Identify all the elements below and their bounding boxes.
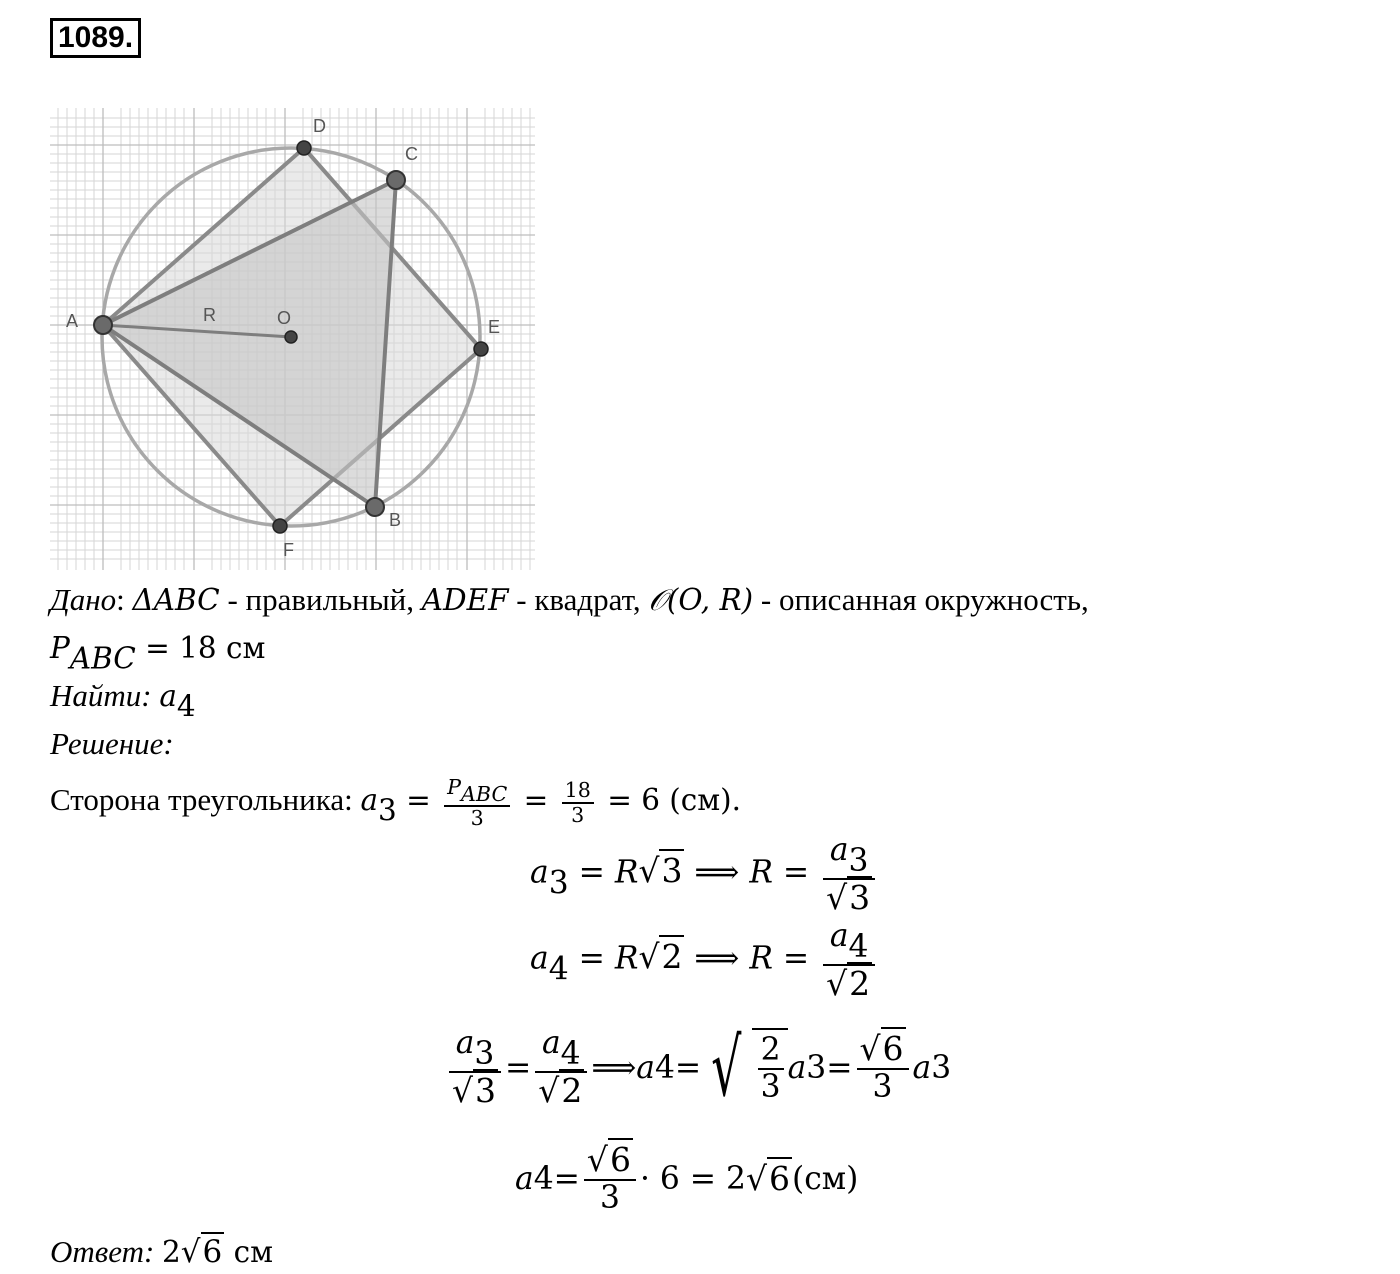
- square-name: ADEF: [421, 583, 509, 617]
- eq2-mid: = R: [568, 940, 639, 977]
- eq4-root: √6: [745, 1158, 790, 1198]
- perimeter-value: = 18 см: [135, 631, 266, 665]
- step-1: [50, 770, 741, 840]
- circle-name: 𝒪(O, R): [648, 583, 754, 617]
- eq1-num-sub: 3: [848, 842, 869, 879]
- eq4-unit: (см): [791, 1160, 859, 1197]
- answer-coef: 2: [162, 1235, 181, 1269]
- eq2-fraction: $\frac{a_4}{√2}$: [823, 918, 875, 1004]
- eq2-a-sub: 4: [548, 951, 569, 988]
- eq3-f-den: 3: [872, 1069, 893, 1106]
- equals: =: [396, 783, 441, 817]
- find-line: [50, 676, 196, 726]
- eq4-equals: =: [553, 1160, 580, 1197]
- a3-subscript: 3: [378, 793, 397, 828]
- eq2-root: √2: [638, 937, 683, 977]
- find-symbol: a: [159, 679, 177, 713]
- eq2-root-arg: 2: [661, 937, 683, 977]
- frac-den-2: 3: [571, 802, 585, 827]
- find-label: Найти:: [50, 678, 160, 713]
- step-1-text: Сторона треугольника:: [50, 782, 361, 817]
- eq3-right-fraction: $\frac{a_4}{√2}$: [535, 1025, 587, 1111]
- point-A: [94, 316, 112, 334]
- eq1-a-sub: 3: [548, 865, 569, 902]
- point-B: [366, 498, 384, 516]
- eq3-r-den-root: 2: [561, 1071, 583, 1111]
- eq3-implies: ⟹: [591, 1049, 637, 1086]
- point-F: [273, 519, 287, 533]
- eq3-r-num-sub: 4: [560, 1035, 581, 1072]
- geometry-figure: [50, 108, 535, 570]
- a3-symbol: a: [360, 783, 379, 817]
- perimeter-symbol: P: [50, 631, 70, 665]
- perimeter-line: [50, 628, 265, 678]
- answer-root: √6: [180, 1234, 223, 1270]
- solution-label: Решение:: [50, 726, 174, 761]
- answer-label: Ответ:: [50, 1234, 163, 1269]
- eq3-l-num: a: [455, 1025, 475, 1061]
- eighteen-over-3-fraction: [562, 779, 594, 826]
- eq3-inner-num: 2: [758, 1033, 784, 1069]
- eq4-root-arg: 6: [768, 1158, 790, 1198]
- label-F: F: [283, 540, 294, 560]
- eq3-after-sub: 3: [806, 1049, 827, 1086]
- point-O: [285, 331, 297, 343]
- label-C: C: [405, 144, 418, 164]
- frac-den-1: 3: [470, 806, 484, 831]
- eq1-root: √3: [638, 851, 683, 891]
- given-text-1: - правильный,: [219, 582, 422, 617]
- point-D: [297, 141, 311, 155]
- equation-result: [515, 1142, 858, 1216]
- point-C: [387, 171, 405, 189]
- triangle-name: ΔABC: [132, 583, 220, 617]
- label-A: A: [66, 311, 79, 331]
- step-1-result: = 6 (см).: [597, 783, 742, 817]
- eq4-a: a: [515, 1160, 534, 1197]
- eq2-den-root: 2: [849, 964, 871, 1004]
- eq3-tail-a: a: [912, 1049, 932, 1086]
- eq2-implies: ⟹ R =: [684, 940, 820, 977]
- equals-2: =: [514, 783, 558, 817]
- frac-num-2: 18: [562, 779, 594, 804]
- solution-label-line: [50, 724, 174, 764]
- eq1-implies: ⟹ R =: [684, 854, 820, 891]
- frac-p: P: [447, 774, 462, 799]
- eq3-equals: =: [505, 1049, 532, 1086]
- eq1-a: a: [530, 854, 549, 891]
- eq3-r-num: a: [541, 1025, 561, 1061]
- eq3-a: a: [636, 1049, 655, 1086]
- find-subscript: 4: [176, 689, 196, 724]
- eq3-f-num-root: 6: [882, 1028, 904, 1068]
- given-text-2: - квадрат,: [508, 582, 649, 617]
- eq3-l-den-root: 3: [475, 1071, 497, 1111]
- answer-root-arg: 6: [202, 1234, 223, 1270]
- perimeter-over-3-fraction: [444, 776, 510, 831]
- answer-unit: см: [224, 1235, 274, 1269]
- eq3-l-num-sub: 3: [474, 1035, 495, 1072]
- eq4-fraction: $\frac{√6}{3}$: [584, 1142, 636, 1216]
- eq3-final-fraction: $\frac{√6}{3}$: [857, 1031, 909, 1105]
- perimeter-subscript: ABC: [69, 641, 136, 676]
- given-text-3: - описанная окружность,: [753, 582, 1089, 617]
- eq2-num: a: [829, 918, 849, 954]
- given-label: Дано: [50, 582, 117, 617]
- label-D: D: [313, 116, 326, 136]
- label-O: O: [277, 308, 292, 328]
- equation-ratio: [445, 1021, 952, 1115]
- eq1-num: a: [829, 832, 849, 868]
- eq1-fraction: $\frac{a_3}{√3}$: [823, 832, 875, 918]
- eq1-mid: = R: [568, 854, 639, 891]
- eq3-inner-den: 3: [760, 1068, 781, 1105]
- eq3-equals-3: =: [826, 1049, 853, 1086]
- eq3-a-sub: 4: [654, 1049, 675, 1086]
- eq4-den: 3: [599, 1180, 620, 1217]
- label-E: E: [488, 317, 501, 337]
- label-B: B: [389, 510, 402, 530]
- label-R: R: [203, 305, 216, 325]
- problem-number: 1089.: [50, 18, 141, 58]
- eq3-left-fraction: $\frac{a_3}{√3}$: [449, 1025, 501, 1111]
- eq4-mult: · 6 = 2: [639, 1160, 746, 1197]
- eq3-tail-sub: 3: [931, 1049, 952, 1086]
- eq2-num-sub: 4: [848, 928, 869, 965]
- given-line: [50, 580, 1089, 620]
- frac-p-sub: ABC: [461, 781, 508, 806]
- eq1-root-arg: 3: [661, 851, 683, 891]
- eq3-big-root: √ $\frac{2}{3}$: [701, 1028, 787, 1107]
- point-E: [474, 342, 488, 356]
- given-colon: :: [116, 582, 133, 617]
- eq1-den-root: 3: [849, 878, 871, 918]
- equation-a3: [530, 832, 879, 918]
- eq3-equals-2: =: [674, 1049, 702, 1086]
- eq4-num-root: 6: [609, 1140, 631, 1179]
- eq4-a-sub: 4: [533, 1160, 554, 1197]
- eq3-after-a: a: [787, 1049, 807, 1086]
- eq2-a: a: [530, 940, 549, 977]
- answer-line: [50, 1232, 273, 1272]
- equation-a4: [530, 918, 879, 1004]
